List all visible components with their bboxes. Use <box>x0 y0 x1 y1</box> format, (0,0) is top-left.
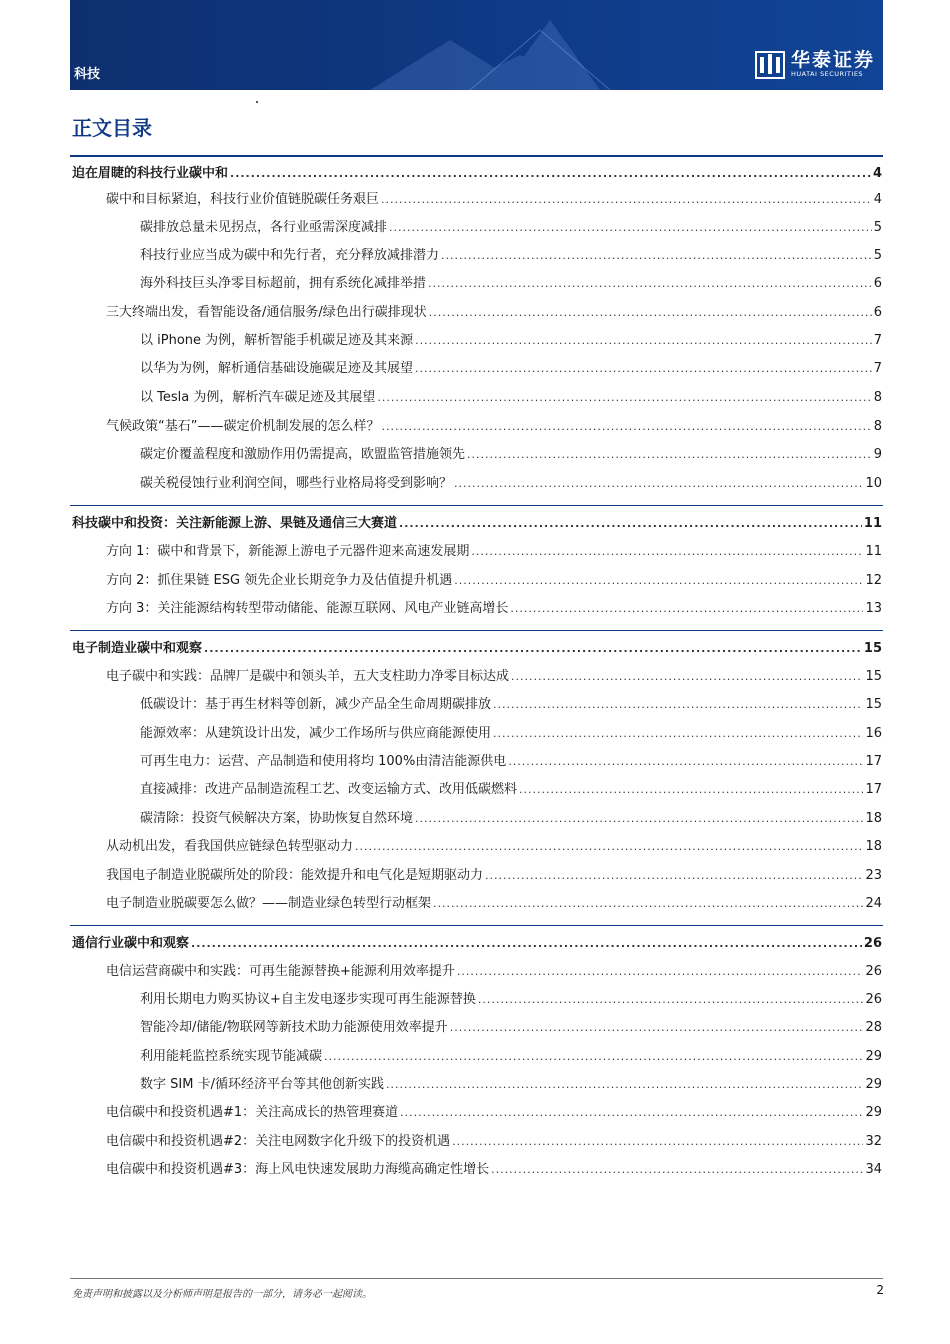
toc-entry-title: 科技碳中和投资：关注新能源上游、果链及通信三大赛道 <box>72 516 398 531</box>
toc-entry-page: 32 <box>865 1134 882 1149</box>
toc-entry-title: 以华为为例，解析通信基础设施碳足迹及其展望 <box>140 361 414 376</box>
toc-entry-page: 34 <box>865 1162 882 1177</box>
toc-entry-page: 5 <box>873 220 882 235</box>
toc-dot-leader <box>204 642 862 655</box>
toc-entry-page: 28 <box>865 1020 882 1035</box>
toc-entry-page: 17 <box>865 754 882 769</box>
toc-section-divider <box>70 155 883 157</box>
toc-dot-leader <box>519 783 863 796</box>
toc-entry-level-1[interactable] <box>72 932 882 951</box>
brand-logo <box>755 48 875 80</box>
toc-entry-title: 电子制造业碳中和观察 <box>72 641 203 656</box>
toc-section-divider <box>70 925 883 926</box>
toc-dot-leader <box>433 897 863 910</box>
toc-entry-level-3[interactable] <box>140 1045 882 1064</box>
toc-entry-page: 18 <box>865 839 882 854</box>
toc-entry-title: 电信运营商碳中和实践：可再生能源替换+能源利用效率提升 <box>106 964 455 979</box>
toc-entry-title: 可再生电力：运营、产品制造和使用将均 100%由清洁能源供电 <box>140 754 507 769</box>
toc-entry-level-3[interactable] <box>140 778 882 797</box>
toc-entry-title: 海外科技巨头净零目标超前，拥有系统化减排举措 <box>140 276 427 291</box>
toc-entry-page: 4 <box>872 166 882 181</box>
toc-entry-level-3[interactable] <box>140 1073 882 1092</box>
toc-dot-leader <box>511 670 863 683</box>
toc-entry-page: 10 <box>865 476 882 491</box>
toc-dot-leader <box>471 545 863 558</box>
toc-entry-title: 以 iPhone 为例，解析智能手机碳足迹及其来源 <box>140 333 414 348</box>
toc-dot-leader <box>428 277 872 290</box>
toc-entry-page: 26 <box>865 964 882 979</box>
toc-dot-leader <box>452 1135 863 1148</box>
footer-divider <box>70 1278 883 1279</box>
toc-dot-leader <box>450 1021 864 1034</box>
toc-entry-page: 8 <box>873 419 882 434</box>
toc-entry-title: 气候政策“基石”——碳定价机制发展的怎么样？ <box>106 419 380 434</box>
toc-dot-leader <box>485 869 863 882</box>
toc-entry-level-3[interactable] <box>140 386 882 405</box>
toc-dot-leader <box>510 602 863 615</box>
toc-entry-page: 16 <box>865 726 882 741</box>
toc-entry-level-2[interactable] <box>106 301 882 320</box>
toc-entry-title: 利用能耗监控系统实现节能减碳 <box>140 1049 323 1064</box>
toc-entry-title: 以 Tesla 为例，解析汽车碳足迹及其展望 <box>140 390 376 405</box>
brand-name-cn: 华泰证券 <box>790 48 875 71</box>
toc-entry-page: 26 <box>863 936 882 951</box>
toc-dot-leader <box>493 698 863 711</box>
toc-dot-leader <box>415 812 863 825</box>
toc-dot-leader <box>467 448 872 461</box>
toc-entry-page: 15 <box>865 669 882 684</box>
toc-entry-title: 智能冷却/储能/物联网等新技术助力能源使用效率提升 <box>140 1020 448 1035</box>
toc-entry-title: 电信碳中和投资机遇#3：海上风电快速发展助力海缆高确定性增长 <box>106 1162 490 1177</box>
toc-entry-page: 17 <box>865 782 882 797</box>
toc-dot-leader <box>415 334 872 347</box>
toc-entry-title: 方向 1：碳中和背景下，新能源上游电子元器件迎来高速发展期 <box>106 544 470 559</box>
toc-entry-title: 我国电子制造业脱碳所处的阶段：能效提升和电气化是短期驱动力 <box>106 868 484 883</box>
toc-entry-title: 利用长期电力购买协议+自主发电逐步实现可再生能源替换 <box>140 992 476 1007</box>
toc-entry-level-2[interactable] <box>106 540 882 559</box>
toc-title: 正文目录 <box>72 116 152 140</box>
toc-entry-level-3[interactable] <box>140 272 882 291</box>
toc-entry-page: 7 <box>873 333 882 348</box>
toc-entry-level-1[interactable] <box>72 162 882 181</box>
toc-entry-title: 碳中和目标紧迫，科技行业价值链脱碳任务艰巨 <box>106 192 380 207</box>
toc-entry-page: 7 <box>873 361 882 376</box>
toc-dot-leader <box>491 1163 863 1176</box>
toc-entry-title: 电信碳中和投资机遇#2：关注电网数字化升级下的投资机遇 <box>106 1134 451 1149</box>
page-number: 2 <box>876 1283 884 1297</box>
toc-entry-page: 8 <box>873 390 882 405</box>
toc-entry-level-2[interactable] <box>106 892 882 911</box>
toc-entry-level-2[interactable] <box>106 415 882 434</box>
toc-entry-page: 13 <box>865 601 882 616</box>
toc-dot-leader <box>381 193 872 206</box>
toc-entry-title: 科技行业应当成为碳中和先行者，充分释放减排潜力 <box>140 248 440 263</box>
toc-dot-leader <box>454 574 863 587</box>
toc-entry-page: 6 <box>873 276 882 291</box>
toc-entry-title: 碳排放总量未见拐点，各行业亟需深度减排 <box>140 220 388 235</box>
toc-entry-level-3[interactable] <box>140 807 882 826</box>
toc-dot-leader <box>381 420 871 433</box>
toc-dot-leader <box>478 993 864 1006</box>
toc-entry-title: 能源效率：从建筑设计出发，减少工作场所与供应商能源使用 <box>140 726 492 741</box>
section-label: 科技 <box>74 67 101 82</box>
brand-name-en: HUATAI SECURITIES <box>790 69 864 78</box>
toc-dot-leader <box>399 517 862 530</box>
toc-entry-level-2[interactable] <box>106 835 882 854</box>
toc-entry-page: 5 <box>873 248 882 263</box>
toc-entry-level-3[interactable] <box>140 443 882 462</box>
toc-entry-level-3[interactable] <box>140 216 882 235</box>
toc-entry-title: 低碳设计：基于再生材料等创新，减少产品全生命周期碳排放 <box>140 697 492 712</box>
toc-entry-level-3[interactable] <box>140 693 882 712</box>
footer-disclaimer: 免责声明和披露以及分析师声明是报告的一部分，请务必一起阅读。 <box>72 1289 372 1300</box>
toc-entry-level-3[interactable] <box>140 244 882 263</box>
toc-entry-page: 29 <box>865 1105 882 1120</box>
toc-entry-level-2[interactable] <box>106 1101 882 1120</box>
page-header <box>70 0 883 90</box>
toc-entry-page: 26 <box>865 992 882 1007</box>
toc-entry-page: 11 <box>865 544 882 559</box>
toc-entry-page: 12 <box>865 573 882 588</box>
toc-entry-page: 15 <box>863 641 882 656</box>
toc-entry-title: 碳定价覆盖程度和激励作用仍需提高，欧盟监管措施领先 <box>140 447 466 462</box>
toc-entry-page: 24 <box>865 896 882 911</box>
toc-section-divider <box>70 505 883 506</box>
toc-entry-title: 直接减排：改进产品制造流程工艺、改变运输方式、改用低碳燃料 <box>140 782 518 797</box>
toc-entry-page: 11 <box>863 516 882 531</box>
stray-dot <box>256 101 258 103</box>
toc-entry-page: 29 <box>865 1049 882 1064</box>
toc-entry-level-1[interactable] <box>72 512 882 531</box>
toc-entry-level-3[interactable] <box>140 357 882 376</box>
toc-entry-page: 6 <box>873 305 882 320</box>
toc-entry-title: 通信行业碳中和观察 <box>72 936 190 951</box>
toc-dot-leader <box>454 477 863 490</box>
toc-entry-level-3[interactable] <box>140 988 882 1007</box>
toc-entry-level-2[interactable] <box>106 188 882 207</box>
toc-entry-level-3[interactable] <box>140 722 882 741</box>
toc-entry-level-2[interactable] <box>106 665 882 684</box>
toc-entry-title: 从动机出发，看我国供应链绿色转型驱动力 <box>106 839 354 854</box>
toc-dot-leader <box>230 167 871 180</box>
toc-dot-leader <box>508 755 863 768</box>
toc-entry-level-2[interactable] <box>106 569 882 588</box>
toc-entry-title: 数字 SIM 卡/循环经济平台等其他创新实践 <box>140 1077 384 1092</box>
toc-entry-level-2[interactable] <box>106 1158 882 1177</box>
toc-entry-title: 碳关税侵蚀行业利润空间，哪些行业格局将受到影响？ <box>140 476 453 491</box>
toc-entry-level-3[interactable] <box>140 750 882 769</box>
toc-entry-title: 迫在眉睫的科技行业碳中和 <box>72 166 229 181</box>
toc-dot-leader <box>389 221 872 234</box>
toc-entry-page: 9 <box>873 447 882 462</box>
huatai-logo-icon <box>755 48 785 80</box>
toc-entry-title: 电子碳中和实践：品牌厂是碳中和领头羊，五大支柱助力净零目标达成 <box>106 669 510 684</box>
toc-dot-leader <box>355 840 863 853</box>
toc-entry-title: 电信碳中和投资机遇#1：关注高成长的热管理赛道 <box>106 1105 399 1120</box>
toc-dot-leader <box>191 937 862 950</box>
toc-dot-leader <box>441 249 872 262</box>
toc-entry-level-2[interactable] <box>106 1130 882 1149</box>
toc-entry-level-1[interactable] <box>72 637 882 656</box>
toc-dot-leader <box>493 727 863 740</box>
toc-entry-level-2[interactable] <box>106 960 882 979</box>
toc-entry-page: 29 <box>865 1077 882 1092</box>
toc-entry-title: 三大终端出发，看智能设备/通信服务/绿色出行碳排现状 <box>106 305 427 320</box>
toc-dot-leader <box>429 306 872 319</box>
toc-entry-title: 方向 3：关注能源结构转型带动储能、能源互联网、风电产业链高增长 <box>106 601 509 616</box>
toc-entry-level-3[interactable] <box>140 329 882 348</box>
toc-entry-title: 方向 2：抓住果链 ESG 领先企业长期竞争力及估值提升机遇 <box>106 573 453 588</box>
toc-entry-page: 23 <box>865 868 882 883</box>
toc-dot-leader <box>415 362 872 375</box>
toc-entry-title: 电子制造业脱碳要怎么做？——制造业绿色转型行动框架 <box>106 896 432 911</box>
toc-entry-title: 碳清除：投资气候解决方案，协助恢复自然环境 <box>140 811 414 826</box>
toc-dot-leader <box>386 1078 864 1091</box>
toc-dot-leader <box>457 965 864 978</box>
toc-entry-level-3[interactable] <box>140 1016 882 1035</box>
toc-section-divider <box>70 630 883 631</box>
toc-entry-level-2[interactable] <box>106 864 882 883</box>
toc-dot-leader <box>400 1106 863 1119</box>
toc-dot-leader <box>324 1050 863 1063</box>
toc-dot-leader <box>377 391 871 404</box>
toc-entry-page: 4 <box>873 192 882 207</box>
toc-entry-page: 15 <box>865 697 882 712</box>
toc-entry-level-3[interactable] <box>140 472 882 491</box>
toc-entry-page: 18 <box>865 811 882 826</box>
toc-entry-level-2[interactable] <box>106 597 882 616</box>
